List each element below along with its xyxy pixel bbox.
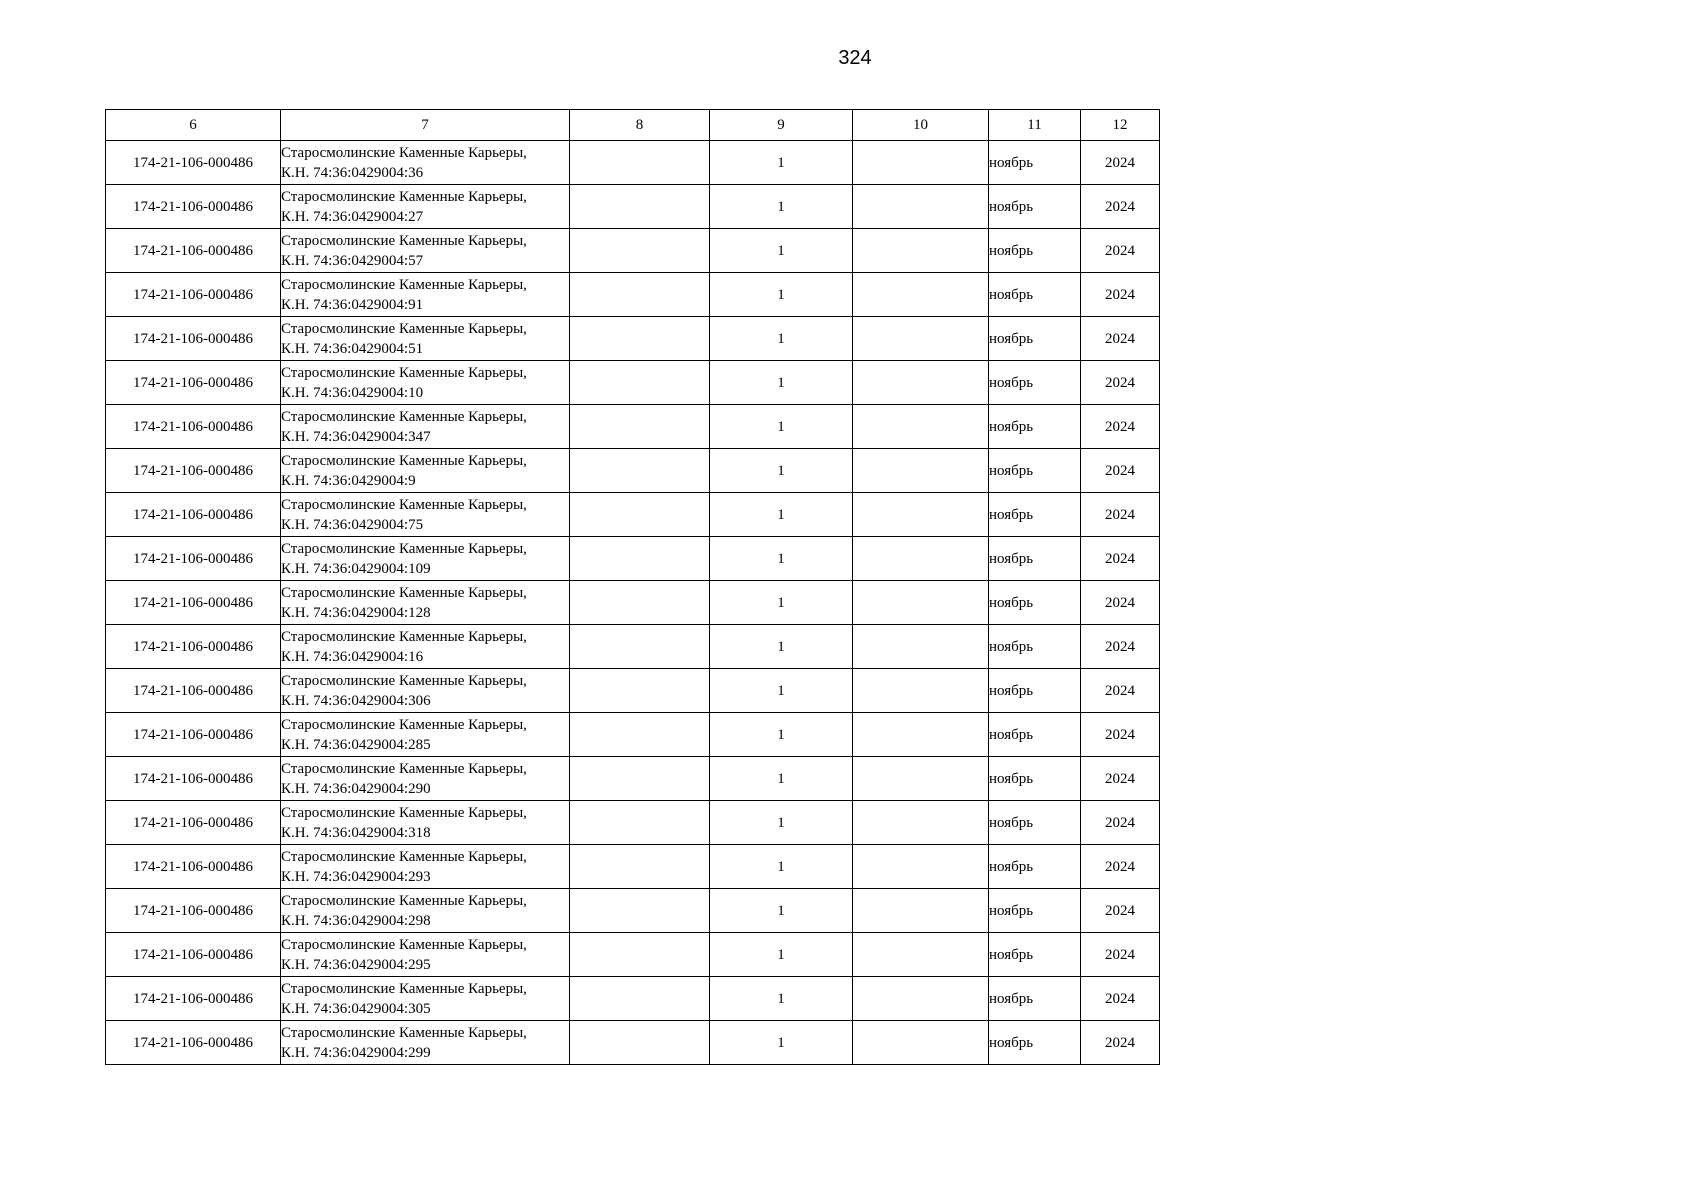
col8-cell	[570, 669, 710, 713]
cadastral-number: К.Н. 74:36:0429004:318	[281, 824, 431, 841]
col8-cell	[570, 933, 710, 977]
code-cell: 174-21-106-000486	[106, 493, 281, 537]
object-name: Старосмолинские Каменные Карьеры,	[281, 232, 527, 249]
cadastral-number: К.Н. 74:36:0429004:295	[281, 956, 431, 973]
table-row	[106, 141, 1160, 185]
code-cell: 174-21-106-000486	[106, 845, 281, 889]
year-cell: 2024	[1081, 229, 1160, 273]
col10-cell	[853, 185, 989, 229]
month-cell: ноябрь	[989, 625, 1081, 669]
col8-cell	[570, 317, 710, 361]
col10-cell	[853, 581, 989, 625]
quantity-cell: 1	[710, 713, 853, 757]
cadastral-number: К.Н. 74:36:0429004:57	[281, 252, 424, 269]
cadastral-number: К.Н. 74:36:0429004:299	[281, 1044, 431, 1061]
year-cell: 2024	[1081, 845, 1160, 889]
cadastral-number: К.Н. 74:36:0429004:9	[281, 472, 416, 489]
year-cell: 2024	[1081, 889, 1160, 933]
col8-cell	[570, 185, 710, 229]
cadastral-number: К.Н. 74:36:0429004:75	[281, 516, 424, 533]
month-cell: ноябрь	[989, 185, 1081, 229]
header-row	[106, 110, 1160, 141]
table-row	[106, 933, 1160, 977]
month-cell: ноябрь	[989, 537, 1081, 581]
object-name-cell	[281, 317, 570, 361]
col8-cell	[570, 625, 710, 669]
year-cell: 2024	[1081, 405, 1160, 449]
code-cell: 174-21-106-000486	[106, 625, 281, 669]
column-header: 9	[710, 110, 853, 141]
quantity-cell: 1	[710, 845, 853, 889]
table-row	[106, 801, 1160, 845]
quantity-cell: 1	[710, 625, 853, 669]
cadastral-number: К.Н. 74:36:0429004:298	[281, 912, 431, 929]
month-cell: ноябрь	[989, 669, 1081, 713]
code-cell: 174-21-106-000486	[106, 185, 281, 229]
object-name-cell	[281, 757, 570, 801]
object-name: Старосмолинские Каменные Карьеры,	[281, 936, 527, 953]
object-name-cell	[281, 449, 570, 493]
column-header: 10	[853, 110, 989, 141]
col8-cell	[570, 713, 710, 757]
quantity-cell: 1	[710, 669, 853, 713]
year-cell: 2024	[1081, 317, 1160, 361]
col10-cell	[853, 141, 989, 185]
quantity-cell: 1	[710, 757, 853, 801]
quantity-cell: 1	[710, 405, 853, 449]
year-cell: 2024	[1081, 273, 1160, 317]
code-cell: 174-21-106-000486	[106, 141, 281, 185]
col8-cell	[570, 889, 710, 933]
table-row	[106, 625, 1160, 669]
col10-cell	[853, 625, 989, 669]
year-cell: 2024	[1081, 537, 1160, 581]
code-cell: 174-21-106-000486	[106, 405, 281, 449]
cadastral-number: К.Н. 74:36:0429004:91	[281, 296, 424, 313]
cadastral-number: К.Н. 74:36:0429004:16	[281, 648, 424, 665]
object-name-cell	[281, 537, 570, 581]
quantity-cell: 1	[710, 933, 853, 977]
table-row	[106, 361, 1160, 405]
code-cell: 174-21-106-000486	[106, 933, 281, 977]
code-cell: 174-21-106-000486	[106, 801, 281, 845]
year-cell: 2024	[1081, 669, 1160, 713]
col10-cell	[853, 933, 989, 977]
month-cell: ноябрь	[989, 977, 1081, 1021]
table-row	[106, 713, 1160, 757]
cadastral-number: К.Н. 74:36:0429004:128	[281, 604, 431, 621]
cadastral-number: К.Н. 74:36:0429004:109	[281, 560, 431, 577]
quantity-cell: 1	[710, 273, 853, 317]
table-body	[106, 141, 1160, 1065]
table-row	[106, 1021, 1160, 1065]
col10-cell	[853, 493, 989, 537]
month-cell: ноябрь	[989, 493, 1081, 537]
quantity-cell: 1	[710, 317, 853, 361]
table-row	[106, 537, 1160, 581]
col8-cell	[570, 581, 710, 625]
code-cell: 174-21-106-000486	[106, 669, 281, 713]
quantity-cell: 1	[710, 493, 853, 537]
month-cell: ноябрь	[989, 449, 1081, 493]
cadastral-number: К.Н. 74:36:0429004:285	[281, 736, 431, 753]
object-name: Старосмолинские Каменные Карьеры,	[281, 848, 527, 865]
code-cell: 174-21-106-000486	[106, 273, 281, 317]
quantity-cell: 1	[710, 185, 853, 229]
month-cell: ноябрь	[989, 405, 1081, 449]
cadastral-number: К.Н. 74:36:0429004:293	[281, 868, 431, 885]
month-cell: ноябрь	[989, 273, 1081, 317]
cadastral-number: К.Н. 74:36:0429004:27	[281, 208, 424, 225]
col8-cell	[570, 405, 710, 449]
object-name-cell	[281, 405, 570, 449]
object-name: Старосмолинские Каменные Карьеры,	[281, 584, 527, 601]
column-header: 6	[106, 110, 281, 141]
table-row	[106, 845, 1160, 889]
col10-cell	[853, 361, 989, 405]
month-cell: ноябрь	[989, 1021, 1081, 1065]
col8-cell	[570, 361, 710, 405]
cadastral-number: К.Н. 74:36:0429004:305	[281, 1000, 431, 1017]
month-cell: ноябрь	[989, 317, 1081, 361]
col8-cell	[570, 449, 710, 493]
object-name-cell	[281, 141, 570, 185]
page-number: 324	[838, 47, 872, 69]
month-cell: ноябрь	[989, 845, 1081, 889]
cadastral-number: К.Н. 74:36:0429004:36	[281, 164, 424, 181]
col10-cell	[853, 537, 989, 581]
cadastral-number: К.Н. 74:36:0429004:347	[281, 428, 431, 445]
object-name-cell	[281, 273, 570, 317]
code-cell: 174-21-106-000486	[106, 889, 281, 933]
col8-cell	[570, 229, 710, 273]
code-cell: 174-21-106-000486	[106, 229, 281, 273]
col10-cell	[853, 317, 989, 361]
object-name-cell	[281, 713, 570, 757]
column-header: 8	[570, 110, 710, 141]
object-name: Старосмолинские Каменные Карьеры,	[281, 496, 527, 513]
year-cell: 2024	[1081, 713, 1160, 757]
object-name: Старосмолинские Каменные Карьеры,	[281, 364, 527, 381]
table-header	[106, 110, 1160, 141]
object-name-cell	[281, 977, 570, 1021]
table-row	[106, 669, 1160, 713]
object-name: Старосмолинские Каменные Карьеры,	[281, 320, 527, 337]
table-row	[106, 185, 1160, 229]
code-cell: 174-21-106-000486	[106, 1021, 281, 1065]
col10-cell	[853, 1021, 989, 1065]
object-name-cell	[281, 185, 570, 229]
object-name-cell	[281, 229, 570, 273]
code-cell: 174-21-106-000486	[106, 977, 281, 1021]
object-name: Старосмолинские Каменные Карьеры,	[281, 804, 527, 821]
col10-cell	[853, 889, 989, 933]
year-cell: 2024	[1081, 1021, 1160, 1065]
year-cell: 2024	[1081, 493, 1160, 537]
quantity-cell: 1	[710, 141, 853, 185]
object-name-cell	[281, 669, 570, 713]
object-name-cell	[281, 581, 570, 625]
table-row	[106, 889, 1160, 933]
table-row	[106, 757, 1160, 801]
col10-cell	[853, 801, 989, 845]
object-name: Старосмолинские Каменные Карьеры,	[281, 408, 527, 425]
column-header: 12	[1081, 110, 1160, 141]
year-cell: 2024	[1081, 581, 1160, 625]
quantity-cell: 1	[710, 361, 853, 405]
cadastral-number: К.Н. 74:36:0429004:306	[281, 692, 431, 709]
year-cell: 2024	[1081, 449, 1160, 493]
col8-cell	[570, 801, 710, 845]
month-cell: ноябрь	[989, 757, 1081, 801]
col8-cell	[570, 1021, 710, 1065]
col8-cell	[570, 493, 710, 537]
quantity-cell: 1	[710, 889, 853, 933]
year-cell: 2024	[1081, 801, 1160, 845]
code-cell: 174-21-106-000486	[106, 361, 281, 405]
col8-cell	[570, 273, 710, 317]
column-header: 11	[989, 110, 1081, 141]
object-name-cell	[281, 933, 570, 977]
object-name: Старосмолинские Каменные Карьеры,	[281, 672, 527, 689]
col10-cell	[853, 273, 989, 317]
cadastral-number: К.Н. 74:36:0429004:10	[281, 384, 424, 401]
table-row	[106, 405, 1160, 449]
object-name: Старосмолинские Каменные Карьеры,	[281, 452, 527, 469]
code-cell: 174-21-106-000486	[106, 449, 281, 493]
object-name-cell	[281, 493, 570, 537]
month-cell: ноябрь	[989, 933, 1081, 977]
month-cell: ноябрь	[989, 801, 1081, 845]
year-cell: 2024	[1081, 625, 1160, 669]
col10-cell	[853, 845, 989, 889]
data-table	[105, 109, 1160, 1065]
col8-cell	[570, 977, 710, 1021]
table-row	[106, 493, 1160, 537]
code-cell: 174-21-106-000486	[106, 757, 281, 801]
object-name: Старосмолинские Каменные Карьеры,	[281, 980, 527, 997]
object-name-cell	[281, 889, 570, 933]
quantity-cell: 1	[710, 1021, 853, 1065]
year-cell: 2024	[1081, 141, 1160, 185]
col10-cell	[853, 449, 989, 493]
object-name: Старосмолинские Каменные Карьеры,	[281, 144, 527, 161]
quantity-cell: 1	[710, 977, 853, 1021]
cadastral-number: К.Н. 74:36:0429004:51	[281, 340, 424, 357]
object-name: Старосмолинские Каменные Карьеры,	[281, 1024, 527, 1041]
cadastral-number: К.Н. 74:36:0429004:290	[281, 780, 431, 797]
year-cell: 2024	[1081, 185, 1160, 229]
code-cell: 174-21-106-000486	[106, 537, 281, 581]
object-name: Старосмолинские Каменные Карьеры,	[281, 276, 527, 293]
table-row	[106, 273, 1160, 317]
table-row	[106, 977, 1160, 1021]
month-cell: ноябрь	[989, 229, 1081, 273]
month-cell: ноябрь	[989, 889, 1081, 933]
table-row	[106, 449, 1160, 493]
year-cell: 2024	[1081, 977, 1160, 1021]
object-name-cell	[281, 361, 570, 405]
col10-cell	[853, 757, 989, 801]
month-cell: ноябрь	[989, 141, 1081, 185]
col8-cell	[570, 757, 710, 801]
object-name: Старосмолинские Каменные Карьеры,	[281, 628, 527, 645]
col10-cell	[853, 977, 989, 1021]
object-name: Старосмолинские Каменные Карьеры,	[281, 760, 527, 777]
table-row	[106, 317, 1160, 361]
code-cell: 174-21-106-000486	[106, 317, 281, 361]
quantity-cell: 1	[710, 537, 853, 581]
col8-cell	[570, 537, 710, 581]
object-name: Старосмолинские Каменные Карьеры,	[281, 716, 527, 733]
col10-cell	[853, 669, 989, 713]
object-name-cell	[281, 801, 570, 845]
object-name: Старосмолинские Каменные Карьеры,	[281, 188, 527, 205]
object-name-cell	[281, 625, 570, 669]
quantity-cell: 1	[710, 229, 853, 273]
year-cell: 2024	[1081, 361, 1160, 405]
month-cell: ноябрь	[989, 581, 1081, 625]
quantity-cell: 1	[710, 581, 853, 625]
quantity-cell: 1	[710, 449, 853, 493]
object-name: Старосмолинские Каменные Карьеры,	[281, 892, 527, 909]
month-cell: ноябрь	[989, 361, 1081, 405]
table-row	[106, 581, 1160, 625]
year-cell: 2024	[1081, 757, 1160, 801]
quantity-cell: 1	[710, 801, 853, 845]
table-row	[106, 229, 1160, 273]
col8-cell	[570, 845, 710, 889]
object-name: Старосмолинские Каменные Карьеры,	[281, 540, 527, 557]
col8-cell	[570, 141, 710, 185]
col10-cell	[853, 229, 989, 273]
code-cell: 174-21-106-000486	[106, 581, 281, 625]
column-header: 7	[281, 110, 570, 141]
month-cell: ноябрь	[989, 713, 1081, 757]
object-name-cell	[281, 845, 570, 889]
object-name-cell	[281, 1021, 570, 1065]
year-cell: 2024	[1081, 933, 1160, 977]
col10-cell	[853, 405, 989, 449]
code-cell: 174-21-106-000486	[106, 713, 281, 757]
col10-cell	[853, 713, 989, 757]
